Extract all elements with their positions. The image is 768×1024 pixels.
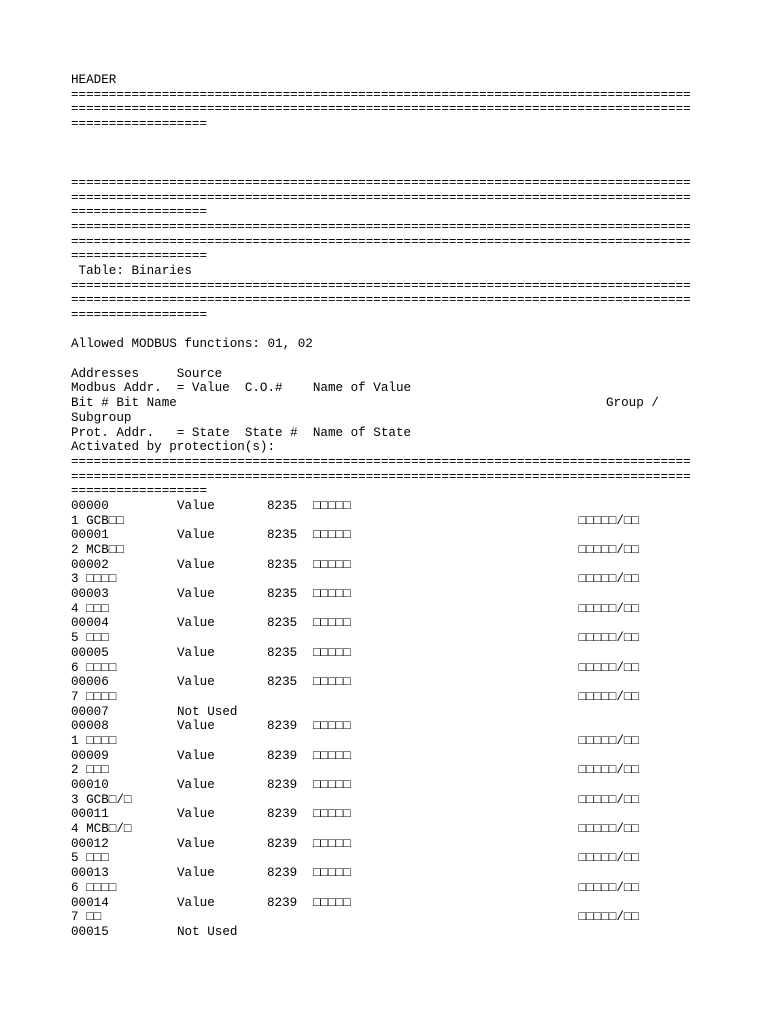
table-row (71, 705, 701, 720)
table-row (71, 866, 701, 881)
group-header: Group / (606, 396, 659, 411)
table-row-detail (71, 602, 701, 617)
table-row-detail (71, 734, 701, 749)
group-subgroup: □□□□□/□□ (578, 733, 639, 748)
value-name: □□□□□ (313, 675, 351, 690)
bit-name: 1 GCB□□ (71, 513, 124, 528)
separator-rule: ================================================================================== (71, 175, 691, 190)
bit-name: 6 □□□□ (71, 880, 117, 895)
co-number: 8239 (267, 778, 298, 792)
table-row-detail (71, 543, 701, 558)
source-value: Value (177, 528, 215, 543)
separator-rule-short: ================== (71, 249, 208, 264)
value-name: □□□□□ (313, 866, 351, 881)
blank-line (71, 323, 701, 338)
modbus-address: 00008 (71, 719, 109, 734)
source-value: Value (177, 645, 215, 660)
group-subgroup: □□□□□/□□ (578, 660, 639, 675)
table-row (71, 778, 701, 793)
table-row (71, 616, 701, 631)
bit-name: 4 MCB□/□ (71, 822, 132, 837)
table-row (71, 807, 701, 822)
source-value: Value (177, 836, 215, 851)
column-header-line-1: Addresses Source (71, 366, 223, 381)
co-number: 8235 (267, 528, 298, 543)
table-row (71, 896, 701, 911)
table-row (71, 925, 701, 940)
document-body (71, 73, 701, 940)
table-row (71, 719, 701, 734)
bit-name: 2 MCB□□ (71, 543, 124, 557)
source-value: Value (177, 895, 215, 910)
table-row (71, 528, 701, 543)
modbus-address: 00013 (71, 866, 109, 881)
value-name: □□□□□ (313, 645, 351, 660)
source-value: Value (177, 748, 215, 763)
source-value: Value (177, 498, 215, 513)
separator-rule: ================================================================================== (71, 278, 691, 293)
co-number: 8239 (267, 807, 298, 822)
bit-name: 7 □□ (71, 910, 102, 925)
source-value: Value (177, 807, 215, 822)
binaries-table (71, 499, 701, 940)
table-row-detail (71, 631, 701, 646)
table-row-detail (71, 690, 701, 705)
source-value: Value (177, 587, 215, 602)
co-number: 8235 (267, 587, 298, 602)
column-header-line-4: Subgroup (71, 410, 132, 425)
bit-name: 6 □□□□ (71, 660, 117, 675)
blank-line (71, 352, 701, 367)
table-row-detail (71, 793, 701, 808)
bit-name: 5 □□□ (71, 631, 109, 646)
value-name: □□□□□ (313, 807, 351, 822)
table-row-detail (71, 514, 701, 529)
column-header-line-5: Prot. Addr. = State State # Name of State (71, 425, 412, 440)
co-number: 8235 (267, 675, 298, 690)
co-number: 8239 (267, 866, 298, 881)
value-name: □□□□□ (313, 498, 351, 513)
value-name: □□□□□ (313, 587, 351, 602)
co-number: 8239 (267, 748, 298, 763)
co-number: 8235 (267, 498, 298, 513)
group-subgroup: □□□□□/□□ (578, 689, 639, 704)
modbus-address: 00005 (71, 645, 109, 660)
bit-name: 4 □□□ (71, 601, 109, 616)
modbus-address: 00002 (71, 557, 109, 572)
modbus-address: 00014 (71, 895, 109, 910)
value-name: □□□□□ (313, 616, 351, 631)
co-number: 8235 (267, 616, 298, 631)
table-row-detail (71, 661, 701, 676)
bit-name: 7 □□□□ (71, 689, 117, 704)
table-row (71, 837, 701, 852)
modbus-address: 00007 (71, 704, 109, 719)
table-row (71, 587, 701, 602)
long-names-line (71, 146, 701, 161)
co-number: 8235 (267, 557, 298, 572)
table-row (71, 558, 701, 573)
source-value: Not Used (177, 924, 238, 939)
group-subgroup: □□□□□/□□ (578, 910, 639, 925)
allowed-functions: Allowed MODBUS functions: 01, 02 (71, 337, 313, 352)
separator-rule: ================================================================================== (71, 234, 691, 249)
header-title: HEADER (71, 73, 117, 87)
table-row (71, 499, 701, 514)
modbus-address: 00001 (71, 528, 109, 543)
group-subgroup: □□□□□/□□ (578, 792, 639, 807)
group-subgroup: □□□□□/□□ (578, 851, 639, 866)
value-name: □□□□□ (313, 719, 351, 734)
modbus-address: 00015 (71, 924, 109, 939)
modbus-address: 00010 (71, 778, 109, 792)
column-header-line-2: Modbus Addr. = Value C.O.# Name of Value (71, 381, 412, 396)
separator-rule: ================================================================================== (71, 293, 691, 308)
modbus-address: 00006 (71, 675, 109, 690)
table-row-detail (71, 881, 701, 896)
modbus-address: 00012 (71, 836, 109, 851)
group-subgroup: □□□□□/□□ (578, 543, 639, 557)
separator-rule: ================================================================================== (71, 102, 691, 117)
modbus-address: 00004 (71, 616, 109, 631)
short-names-line (71, 161, 701, 176)
separator-rule: ================================================================================== (71, 454, 691, 469)
bit-name: 3 GCB□/□ (71, 792, 132, 807)
table-row (71, 675, 701, 690)
separator-rule-short: ================== (71, 205, 208, 220)
format-line (71, 132, 701, 147)
table-row-detail (71, 851, 701, 866)
separator-rule-short: ================== (71, 308, 208, 322)
source-value: Value (177, 866, 215, 881)
value-name: □□□□□ (313, 557, 351, 572)
source-value: Value (177, 557, 215, 572)
table-row (71, 749, 701, 764)
value-name: □□□□□ (313, 895, 351, 910)
bit-name: 1 □□□□ (71, 733, 117, 748)
group-subgroup: □□□□□/□□ (578, 631, 639, 646)
value-name: □□□□□ (313, 748, 351, 763)
modbus-address: 00003 (71, 587, 109, 602)
value-name: □□□□□ (313, 836, 351, 851)
table-title: Table: Binaries (71, 263, 192, 278)
column-header-line-6: Activated by protection(s): (71, 440, 276, 455)
group-subgroup: □□□□□/□□ (578, 880, 639, 895)
group-subgroup: □□□□□/□□ (578, 822, 639, 837)
separator-rule: ================================================================================== (71, 87, 691, 102)
bit-name: 5 □□□ (71, 851, 109, 866)
co-number: 8239 (267, 895, 298, 910)
modbus-address: 00011 (71, 807, 109, 822)
source-value: Value (177, 778, 215, 792)
modbus-address: 00000 (71, 498, 109, 513)
separator-rule: ================================================================================== (71, 190, 691, 205)
co-number: 8235 (267, 645, 298, 660)
co-number: 8239 (267, 836, 298, 851)
table-row-detail (71, 763, 701, 778)
source-value: Value (177, 616, 215, 631)
separator-rule-short: ================== (71, 484, 208, 499)
bit-name-header: Bit # Bit Name (71, 396, 177, 411)
modbus-address: 00009 (71, 748, 109, 763)
source-value: Value (177, 675, 215, 690)
table-row (71, 646, 701, 661)
co-number: 8239 (267, 719, 298, 734)
source-value: Value (177, 719, 215, 734)
value-name: □□□□□ (313, 528, 351, 543)
column-header-line-3 (71, 396, 701, 411)
bit-name: 3 □□□□ (71, 572, 117, 587)
table-row-detail (71, 572, 701, 587)
group-subgroup: □□□□□/□□ (578, 513, 639, 528)
separator-rule: ================================================================================== (71, 219, 691, 234)
bit-name: 2 □□□ (71, 763, 109, 778)
value-name: □□□□□ (313, 778, 351, 792)
separator-rule-short: ================== (71, 117, 208, 132)
group-subgroup: □□□□□/□□ (578, 763, 639, 778)
table-row-detail (71, 910, 701, 925)
source-value: Not Used (177, 704, 238, 719)
group-subgroup: □□□□□/□□ (578, 601, 639, 616)
table-row-detail (71, 822, 701, 837)
separator-rule: ================================================================================== (71, 469, 691, 484)
group-subgroup: □□□□□/□□ (578, 572, 639, 587)
